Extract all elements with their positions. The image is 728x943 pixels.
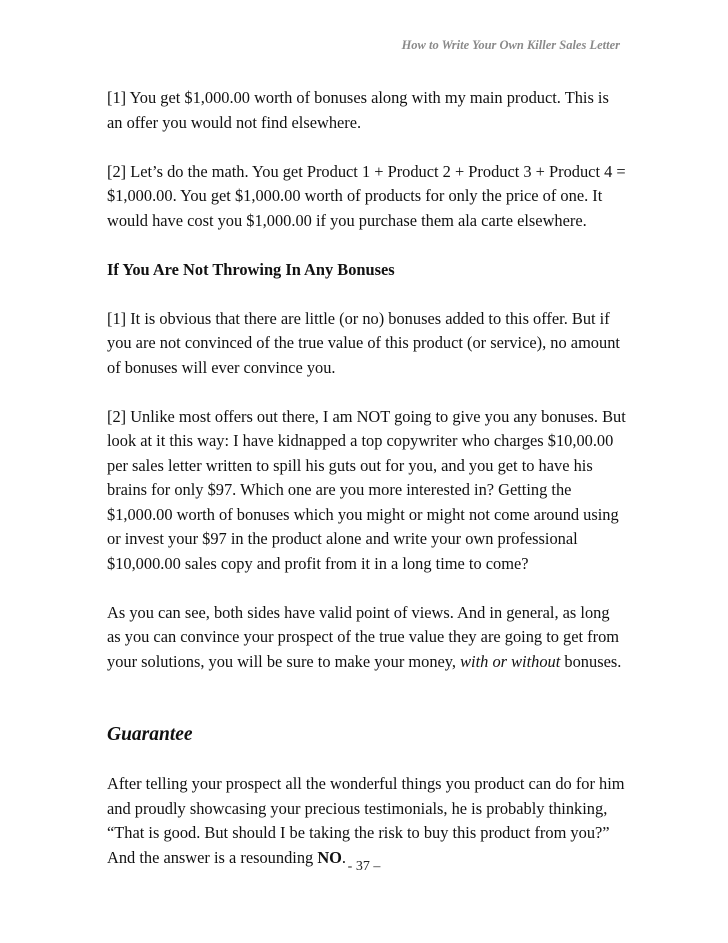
- paragraph-no-bonuses-2: [2] Unlike most offers out there, I am NOT going to give you any bonuses. But look at it this way: I have kidnapped a top copywriter who charges $10,00.00 per sales letter written to spill his guts out for you, and you get to have his brains for only $97. Which one are you more interested in? Getting the $1,000.00 worth of bonuses which you might or might not come around using or invest your $97 in the product alone and write your own professional $10,000.00 sales copy and profit from it in a long time to come?: [107, 406, 626, 573]
- page-body: [107, 86, 627, 895]
- paragraph-guarantee-text: After telling your prospect all the wonderful things you product can do for him and proudly showcasing your precious testimonials, he is probably thinking, “That is good. But should I be taking the risk to buy this product from you?” And the answer is a resounding: [107, 774, 625, 867]
- paragraph-guarantee-end: .: [341, 847, 347, 867]
- subheading-no-bonuses: If You Are Not Throwing In Any Bonuses: [107, 259, 395, 279]
- running-header: How to Write Your Own Killer Sales Letter: [401, 38, 620, 52]
- paragraph-bonus-offer: [1] You get $1,000.00 worth of bonuses along with my main product. This is an offer you would not find elsewhere.: [107, 88, 609, 132]
- emphasis-no: NO: [317, 847, 342, 867]
- section-title-guarantee: Guarantee: [107, 724, 193, 745]
- page-footer: [0, 859, 728, 875]
- paragraph-both-sides-text: As you can see, both sides have valid point of views. And in general, as long as you can convince your prospect of the true value they are going to get from your solutions, you will be sure to make your money,: [107, 602, 620, 671]
- page-number: - 37 –: [347, 859, 381, 874]
- emphasis-with-or-without: with or without: [460, 651, 561, 671]
- paragraph-no-bonuses-1: [1] It is obvious that there are little (or no) bonuses added to this offer. But if you are not convinced of the true value of this product (or service), no amount of bonuses will ever convince you.: [107, 308, 620, 377]
- paragraph-both-sides: [107, 601, 627, 675]
- paragraph-both-sides-end: bonuses.: [560, 651, 622, 671]
- paragraph-guarantee: [107, 772, 627, 870]
- paragraph-do-the-math: [2] Let’s do the math. You get Product 1 + Product 2 + Product 3 + Product 4 = $1,000.00. You get $1,000.00 worth of products for only the price of one. It would have cost you $1,000.00 if you purchase them ala carte elsewhere.: [107, 161, 626, 230]
